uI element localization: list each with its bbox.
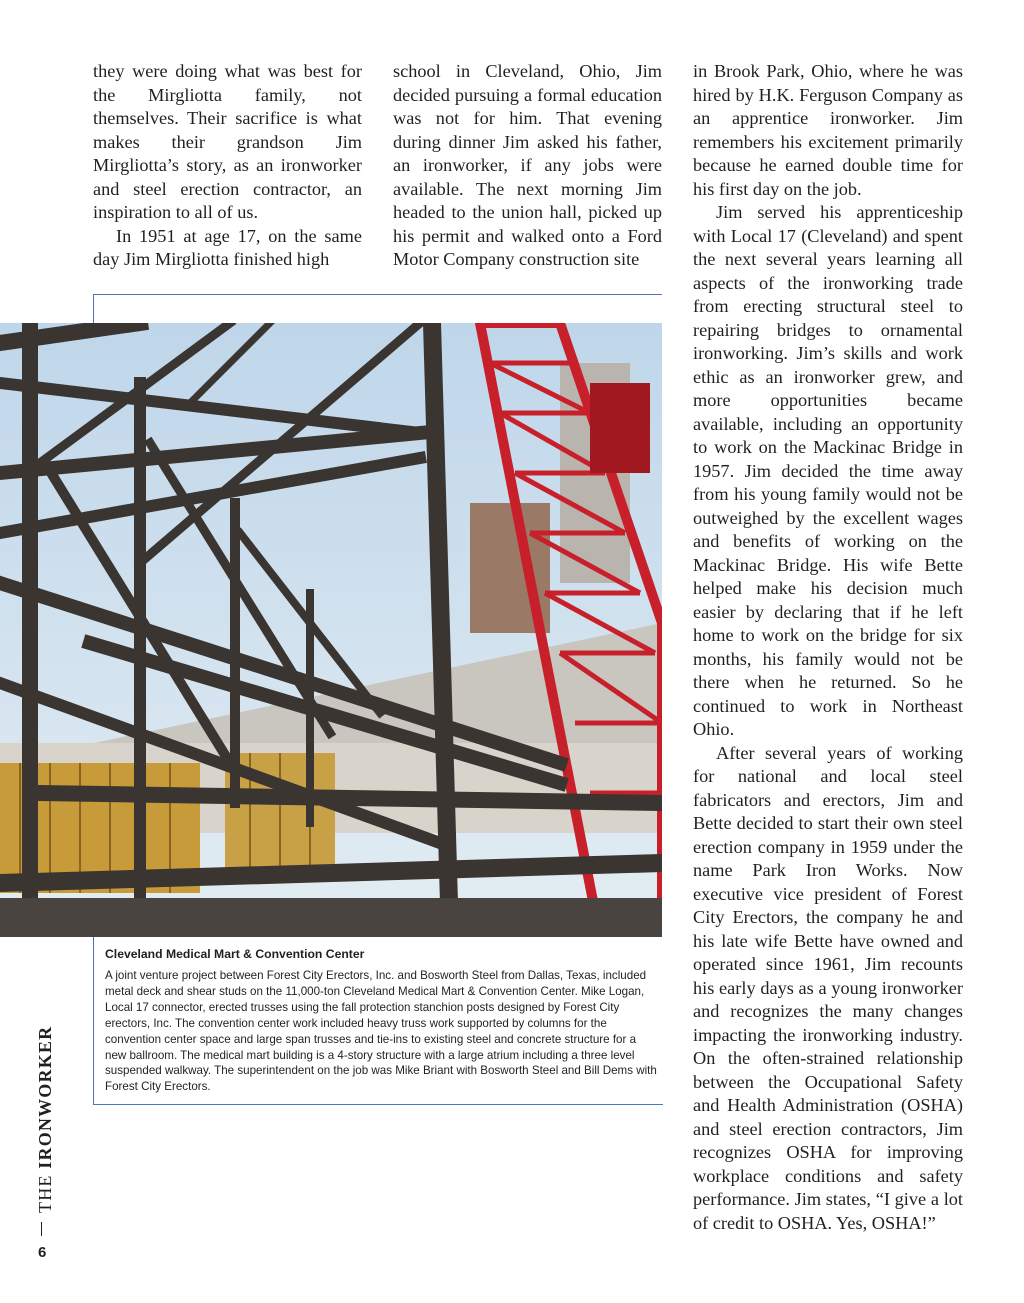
caption-title: Cleveland Medical Mart & Convention Center [105, 947, 365, 961]
article-paragraph: in Brook Park, Ohio, where he was hired by H.K. Ferguson Company as an apprentice ironworker. Jim remembers his excitement primarily because he earned double time for his first day on the job. [693, 61, 963, 199]
construction-photo [0, 323, 662, 937]
article-paragraph: After several years of working for national and local steel fabricators and erectors, Jim and Bette decided to start their own steel erection company in 1959 under the name Park Iron Works. Now executive vice president of Forest City Erectors, the company he and his late wife Bette have owned and operated since 1961, Jim recounts his early days as a young ironworker and recognizes the many changes impacting the ironworking industry. On the often-strained relationship between the Occupational Safety and Health Administration (OSHA) and steel erection contractors, Jim recognizes OSHA for improving workplace conditions and safety performance. Jim states, “I give a lot of credit to OSHA. Yes, OSHA!” [693, 742, 963, 1233]
page-number: 6 [38, 1244, 47, 1261]
article-paragraph: In 1951 at age 17, on the same day Jim Mirgliotta finished high [93, 225, 362, 269]
magazine-name [35, 1026, 56, 1213]
article-column-2 [393, 60, 662, 272]
article-paragraph: school in Cleveland, Ohio, Jim decided pursuing a formal education was not for him. That evening during dinner Jim asked his father, an ironworker, if any jobs were available. The next morning Jim headed to the union hall, picked up his permit and walked onto a Ford Motor Company construction site [393, 61, 662, 269]
magazine-name-prefix: THE [35, 1174, 55, 1213]
article-column-1 [93, 60, 362, 272]
magazine-name-title: IRONWORKER [35, 1025, 55, 1169]
article-column-3 [693, 60, 963, 1235]
caption-body: A joint venture project between Forest City Erectors, Inc. and Bosworth Steel from Dallas, Texas, included metal deck and shear studs on the 11,000-ton Cleveland Medical Mart & Convention Center. Mike Logan, Local 17 connector, erected trusses using the fall protection stanchion posts designed by Forest City erectors, Inc. The convention center work included heavy truss work supported by columns for the convention center space and large span trusses and tie-ins to existing steel and concrete structure for a new ballroom. The medical mart building is a 4-story structure with a large atrium including a three level suspended walkway. The superintendent on the job was Mike Briant with Bosworth Steel and Bill Dems with Forest City Erectors. [105, 969, 657, 1094]
article-paragraph: Jim served his apprenticeship with Local 17 (Cleveland) and spent the next several years learning all aspects of the ironworking trade from erecting structural steel to repairing bridges to ornamental ironworking. Jim’s skills and work ethic as an ironworker grew, and more opportunities became available, including an opportunity to work on the Mackinac Bridge in 1957. Jim decided the time away from his young family would not be outweighed by the excellent wages and benefits of working on the Mackinac Bridge. His wife Bette helped make his decision much easier by declaring that if he left home to work on the bridge for six months, his family would not be there when he returned. So he continued to work in Northeast Ohio. [693, 202, 963, 739]
frame-rule [93, 294, 662, 295]
article-paragraph: they were doing what was best for the Mirgliotta family, not themselves. Their sacrifice is what makes their grandson Jim Mirgliotta’s story, as an ironworker and steel erection contractor, an inspiration to all of us. [93, 61, 362, 222]
photo-caption [105, 946, 657, 1095]
sidebar-divider [41, 1222, 42, 1236]
